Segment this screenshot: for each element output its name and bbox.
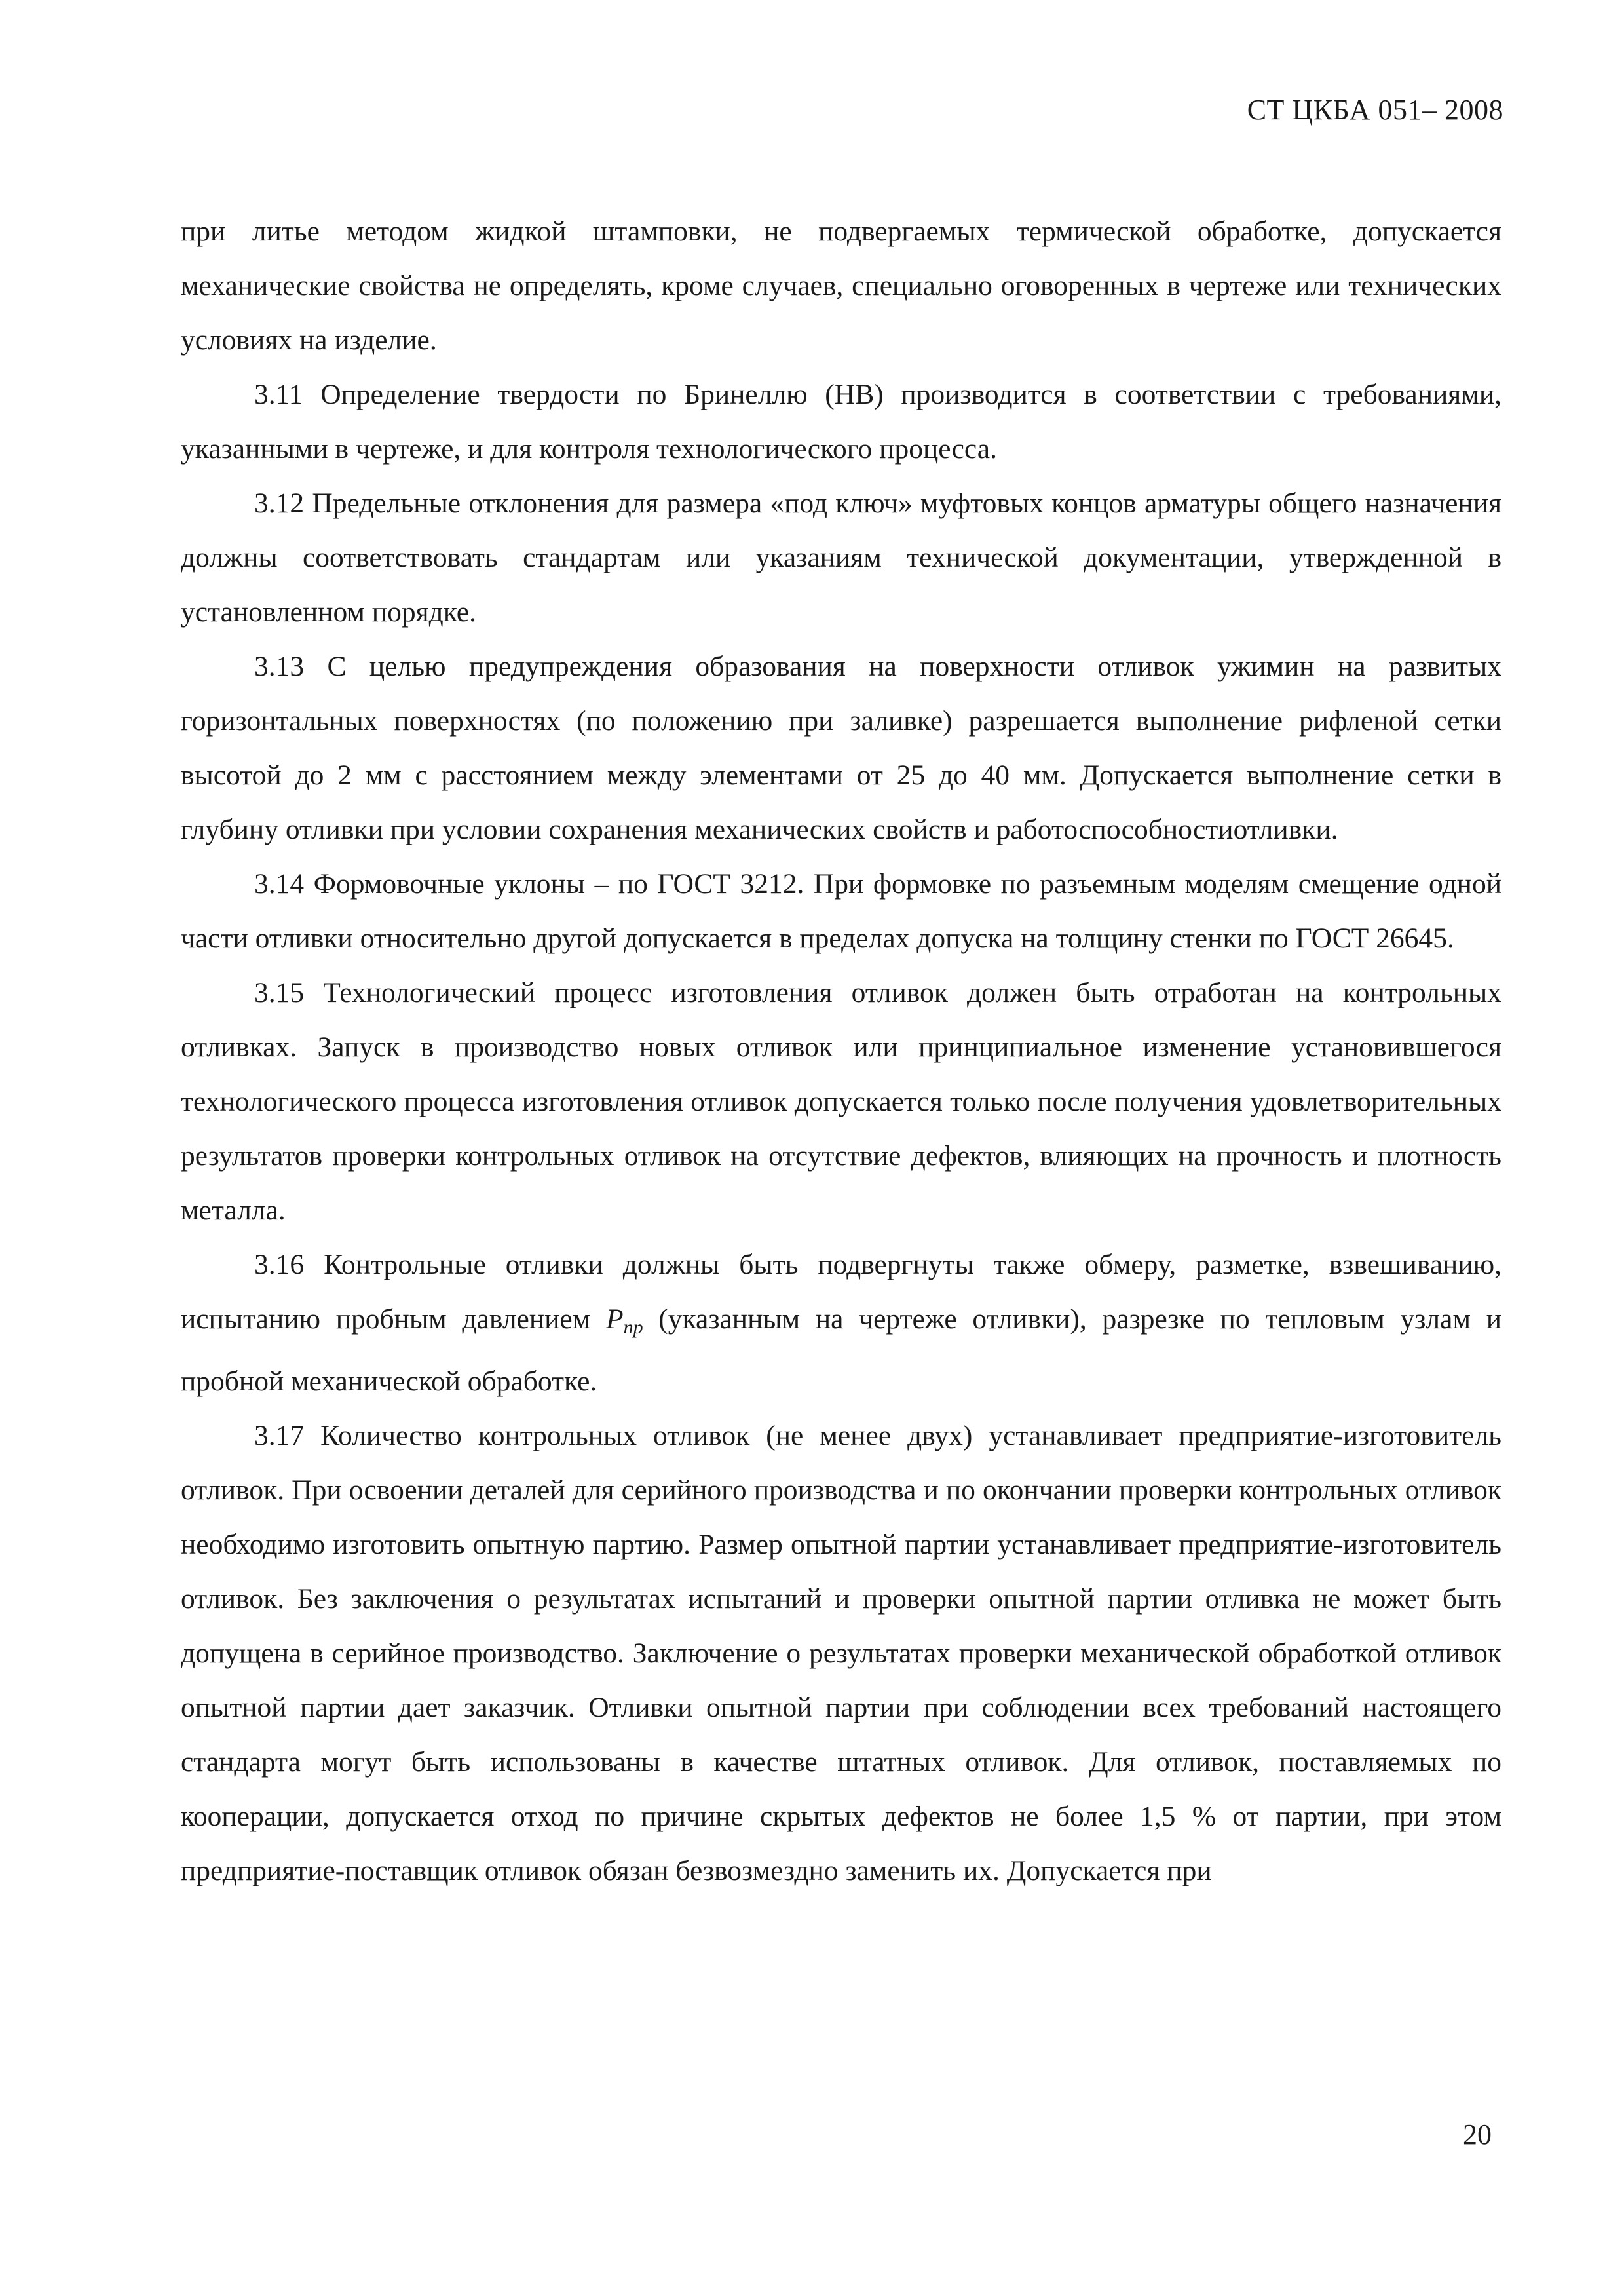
document-code-header: СТ ЦКБА 051– 2008 <box>1247 94 1503 126</box>
page-number: 20 <box>1463 2118 1492 2151</box>
paragraph-3-16-text-start: 3.16 Контрольные отливки должны быть подвергнуты также обмеру, разметке, взвешиванию, испытанию пробным давлением <box>181 1249 1501 1335</box>
paragraph-3-16-text-end: (указанным на чертеже отливки), разрезке по тепловым узлам и пробной механической обработке. <box>181 1303 1501 1397</box>
document-body <box>181 204 1501 1898</box>
paragraph-3-13: 3.13 С целью предупреждения образования на поверхности отливок ужимин на развитых горизонтальных поверхностях (по положению при заливке) разрешается выполнение рифленой сетки высотой до 2 мм с расстоянием между элементами от 25 до 40 мм. Допускается выполнение сетки в глубину отливки при условии сохранения механических свойств и работоспособностиотливки. <box>181 651 1501 845</box>
paragraph-3-15: 3.15 Технологический процесс изготовления отливок должен быть отработан на контрольных отливках. Запуск в производство новых отливок или принципиальное изменение установившегося технологического процесса изготовления отливок допускается только после получения удовлетворительных результатов проверки контрольных отливок на отсутствие дефектов, влияющих на прочность и плотность металла. <box>181 977 1501 1226</box>
pressure-symbol: P <box>605 1303 624 1335</box>
pressure-subscript: пр <box>623 1316 643 1338</box>
paragraph-3-11: 3.11 Определение твердости по Бринеллю (НВ) производится в соответствии с требованиями, указанными в чертеже, и для контроля технологического процесса. <box>181 379 1501 465</box>
paragraph-3-17: 3.17 Количество контрольных отливок (не менее двух) устанавливает предприятие-изготовитель отливок. При освоении деталей для серийного производства и по окончании проверки контрольных отливок необходимо изготовить опытную партию. Размер опытной партии устанавливает предприятие-изготовитель отливок. Без заключения о результатах испытаний и проверки опытной партии отливка не может быть допущена в серийное производство. Заключение о результатах проверки механической обработкой отливок опытной партии дает заказчик. Отливки опытной партии при соблюдении всех требований настоящего стандарта могут быть использованы в качестве штатных отливок. Для отливок, поставляемых по кооперации, допускается отход по причине скрытых дефектов не более 1,5 % от партии, при этом предприятие-поставщик отливок обязан безвозмездно заменить их. Допускается при <box>181 1420 1501 1886</box>
paragraph-3-12: 3.12 Предельные отклонения для размера «под ключ» муфтовых концов арматуры общего назначения должны соответствовать стандартам или указаниям технической документации, утвержденной в установленном порядке. <box>181 488 1501 628</box>
paragraph-3-14: 3.14 Формовочные уклоны – по ГОСТ 3212. При формовке по разъемным моделям смещение одной части отливки относительно другой допускается в пределах допуска на толщину стенки по ГОСТ 26645. <box>181 868 1501 954</box>
paragraph-continuation: при литье методом жидкой штамповки, не подвергаемых термической обработке, допускается механические свойства не определять, кроме случаев, специально оговоренных в чертеже или технических условиях на изделие. <box>181 216 1501 356</box>
paragraph-3-16 <box>181 1238 1501 1409</box>
